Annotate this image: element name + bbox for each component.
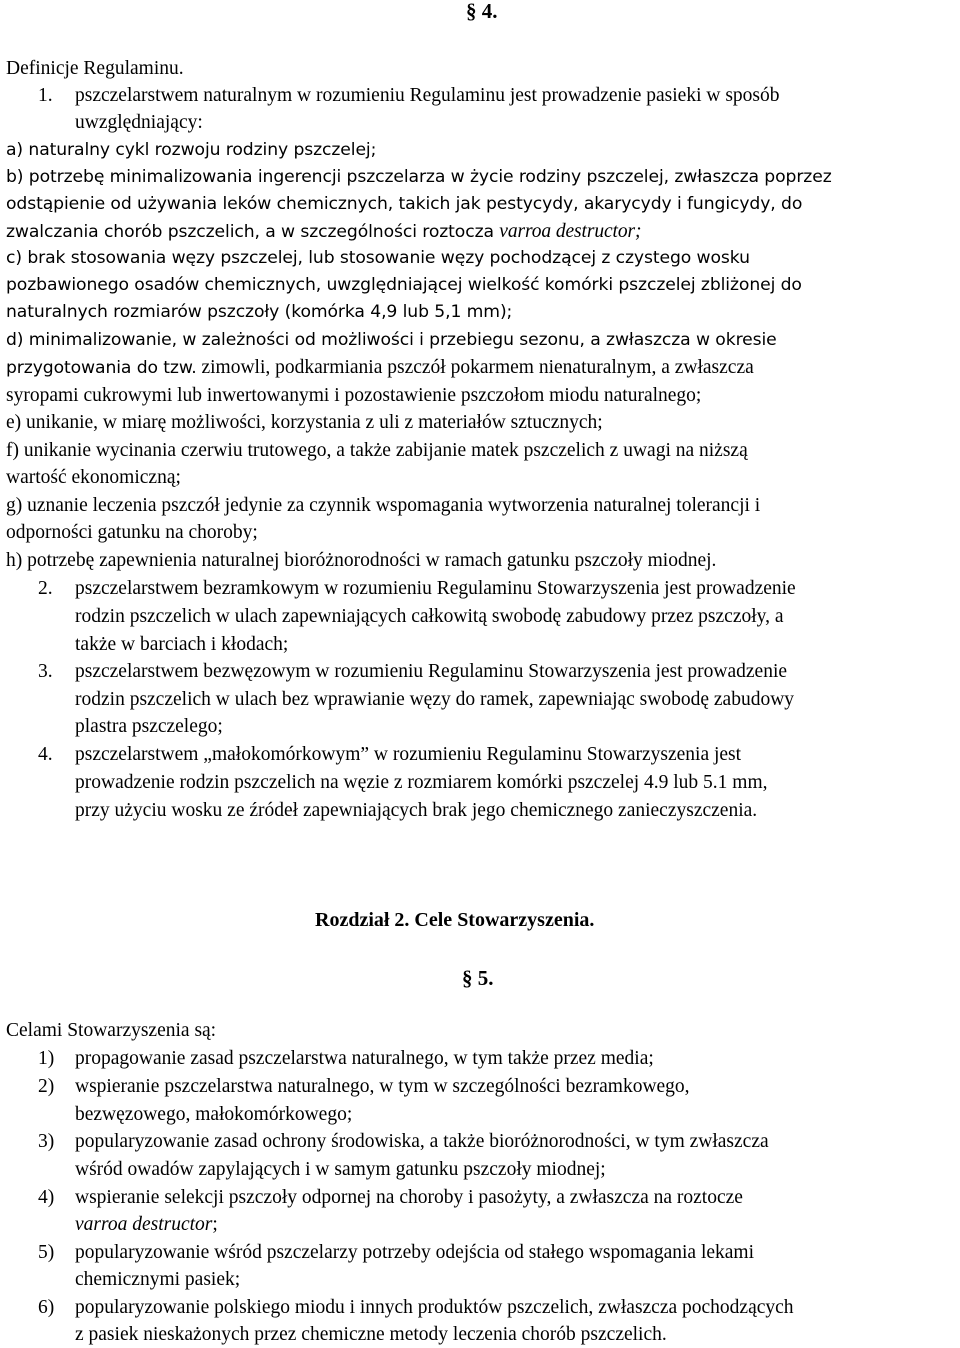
goal-number: 1) (38, 1048, 55, 1069)
goal-number: 6) (38, 1297, 55, 1318)
goal-line: popularyzowanie wśród pszczelarzy potrzeby odejścia od stałego wspomagania lekami (75, 1242, 755, 1263)
species-name: varroa destructor; (499, 221, 642, 242)
goal-number: 5) (38, 1242, 55, 1263)
goal-line (75, 1211, 218, 1238)
point-b-line (6, 218, 641, 246)
goal-line: propagowanie zasad pszczelarstwa naturalnego, w tym także przez media; (75, 1048, 654, 1069)
point-c-line: pozbawionego osadów chemicznych, uwzględniającej wielkość komórki pszczelej zbliżonej do (6, 275, 802, 295)
point-g-line: g) uznanie leczenia pszczół jedynie za czynnik wspomagania wytworzenia naturalnej tolerancji i (6, 495, 761, 516)
definition-4-line: pszczelarstwem „małokomórkowym” w rozumieniu Regulaminu Stowarzyszenia jest (75, 744, 742, 765)
goal-line: bezwęzowego, małokomórkowego; (75, 1104, 353, 1125)
point-d-line: syropami cukrowymi lub inwertowanymi i pozostawienie pszczołom miodu naturalnego; (6, 385, 702, 406)
species-name: varroa destructor (75, 1214, 213, 1235)
goal-line: popularyzowanie polskiego miodu i innych produktów pszczelich, zwłaszcza pochodzących (75, 1297, 794, 1318)
point-d-line (6, 354, 754, 382)
point-b-line: b) potrzebę minimalizowania ingerencji pszczelarza w życie rodziny pszczelej, zwłaszcza poprzez (6, 167, 832, 187)
point-d-text: zimowli, podkarmiania pszczół pokarmem nienaturalnym, a zwłaszcza (196, 357, 754, 378)
definition-4-line: prowadzenie rodzin pszczelich na węzie z rozmiarem komórki pszczelej 4.9 lub 5.1 mm, (75, 772, 768, 793)
goal-number: 4) (38, 1187, 55, 1208)
definition-2-line: rodzin pszczelich w ulach zapewniających całkowitą swobodę zabudowy przez pszczoły, a (75, 606, 784, 627)
goal-line: popularyzowanie zasad ochrony środowiska, a także bioróżnorodności, w tym zwłaszcza (75, 1131, 769, 1152)
definition-2-number: 2. (38, 578, 53, 599)
point-c-line: naturalnych rozmiarów pszczoły (komórka 4,9 lub 5,1 mm); (6, 302, 513, 322)
definition-3-line: pszczelarstwem bezwęzowym w rozumieniu Regulaminu Stowarzyszenia jest prowadzenie (75, 661, 788, 682)
definition-1-number: 1. (38, 85, 53, 106)
point-c-line: c) brak stosowania węzy pszczelej, lub stosowanie węzy pochodzącej z czystego wosku (6, 248, 750, 268)
point-f-line: wartość ekonomiczną; (6, 467, 181, 488)
paragraph-sign: § (466, 0, 477, 23)
section-number: 5. (477, 966, 494, 990)
goal-line: wspieranie pszczelarstwa naturalnego, w tym w szczególności bezramkowego, (75, 1076, 690, 1097)
goal-number: 2) (38, 1076, 55, 1097)
definition-1-line: uwzględniający: (75, 112, 203, 133)
goal-line: z pasiek nieskażonych przez chemiczne metody leczenia chorób pszczelich. (75, 1324, 667, 1345)
goal-number: 3) (38, 1131, 55, 1152)
point-b-line: odstąpienie od używania leków chemicznych, takich jak pestycydy, akarycydy i fungicydy, do (6, 194, 803, 214)
point-a: a) naturalny cykl rozwoju rodziny pszczelej; (6, 140, 377, 160)
point-b-text: zwalczania chorób pszczelich, a w szczególności roztocza (6, 222, 500, 242)
goal-text: ; (212, 1214, 218, 1235)
definitions-heading: Definicje Regulaminu. (6, 58, 184, 79)
definition-4-number: 4. (38, 744, 53, 765)
goals-intro: Celami Stowarzyszenia są: (6, 1020, 217, 1041)
goal-line: chemicznymi pasiek; (75, 1269, 241, 1290)
definition-2-line: także w barciach i kłodach; (75, 634, 289, 655)
definition-3-number: 3. (38, 661, 53, 682)
point-g-line: odporności gatunku na choroby; (6, 522, 258, 543)
point-e: e) unikanie, w miarę możliwości, korzystania z uli z materiałów sztucznych; (6, 412, 603, 433)
definition-2-line: pszczelarstwem bezramkowym w rozumieniu Regulaminu Stowarzyszenia jest prowadzenie (75, 578, 796, 599)
section-4-heading (466, 0, 498, 25)
definition-3-line: rodzin pszczelich w ulach bez wprawianie węzy do ramek, zapewniając swobodę zabudowy (75, 689, 795, 710)
goal-line: wśród owadów zapylających i w samym gatunku pszczoły miodnej; (75, 1159, 606, 1180)
section-number: 4. (481, 0, 498, 23)
chapter-2-title: Rozdział 2. Cele Stowarzyszenia. (315, 909, 595, 931)
point-d-text: przygotowania do tzw. (6, 358, 197, 378)
point-f-line: f) unikanie wycinania czerwiu trutowego, a także zabijanie matek pszczelich z uwagi na niższą (6, 440, 748, 461)
goal-line: wspieranie selekcji pszczoły odpornej na choroby i pasożyty, a zwłaszcza na roztocze (75, 1187, 743, 1208)
section-5-heading (462, 965, 494, 992)
definition-1-line: pszczelarstwem naturalnym w rozumieniu Regulaminu jest prowadzenie pasieki w sposób (75, 85, 780, 106)
point-h: h) potrzebę zapewnienia naturalnej bioróżnorodności w ramach gatunku pszczoły miodnej. (6, 550, 717, 571)
paragraph-sign: § (462, 966, 473, 990)
point-d-line: d) minimalizowanie, w zależności od możliwości i przebiegu sezonu, a zwłaszcza w okresie (6, 330, 777, 350)
definition-3-line: plastra pszczelego; (75, 716, 223, 737)
definition-4-line: przy użyciu wosku ze źródeł zapewniających brak jego chemicznego zanieczyszczenia. (75, 800, 758, 821)
